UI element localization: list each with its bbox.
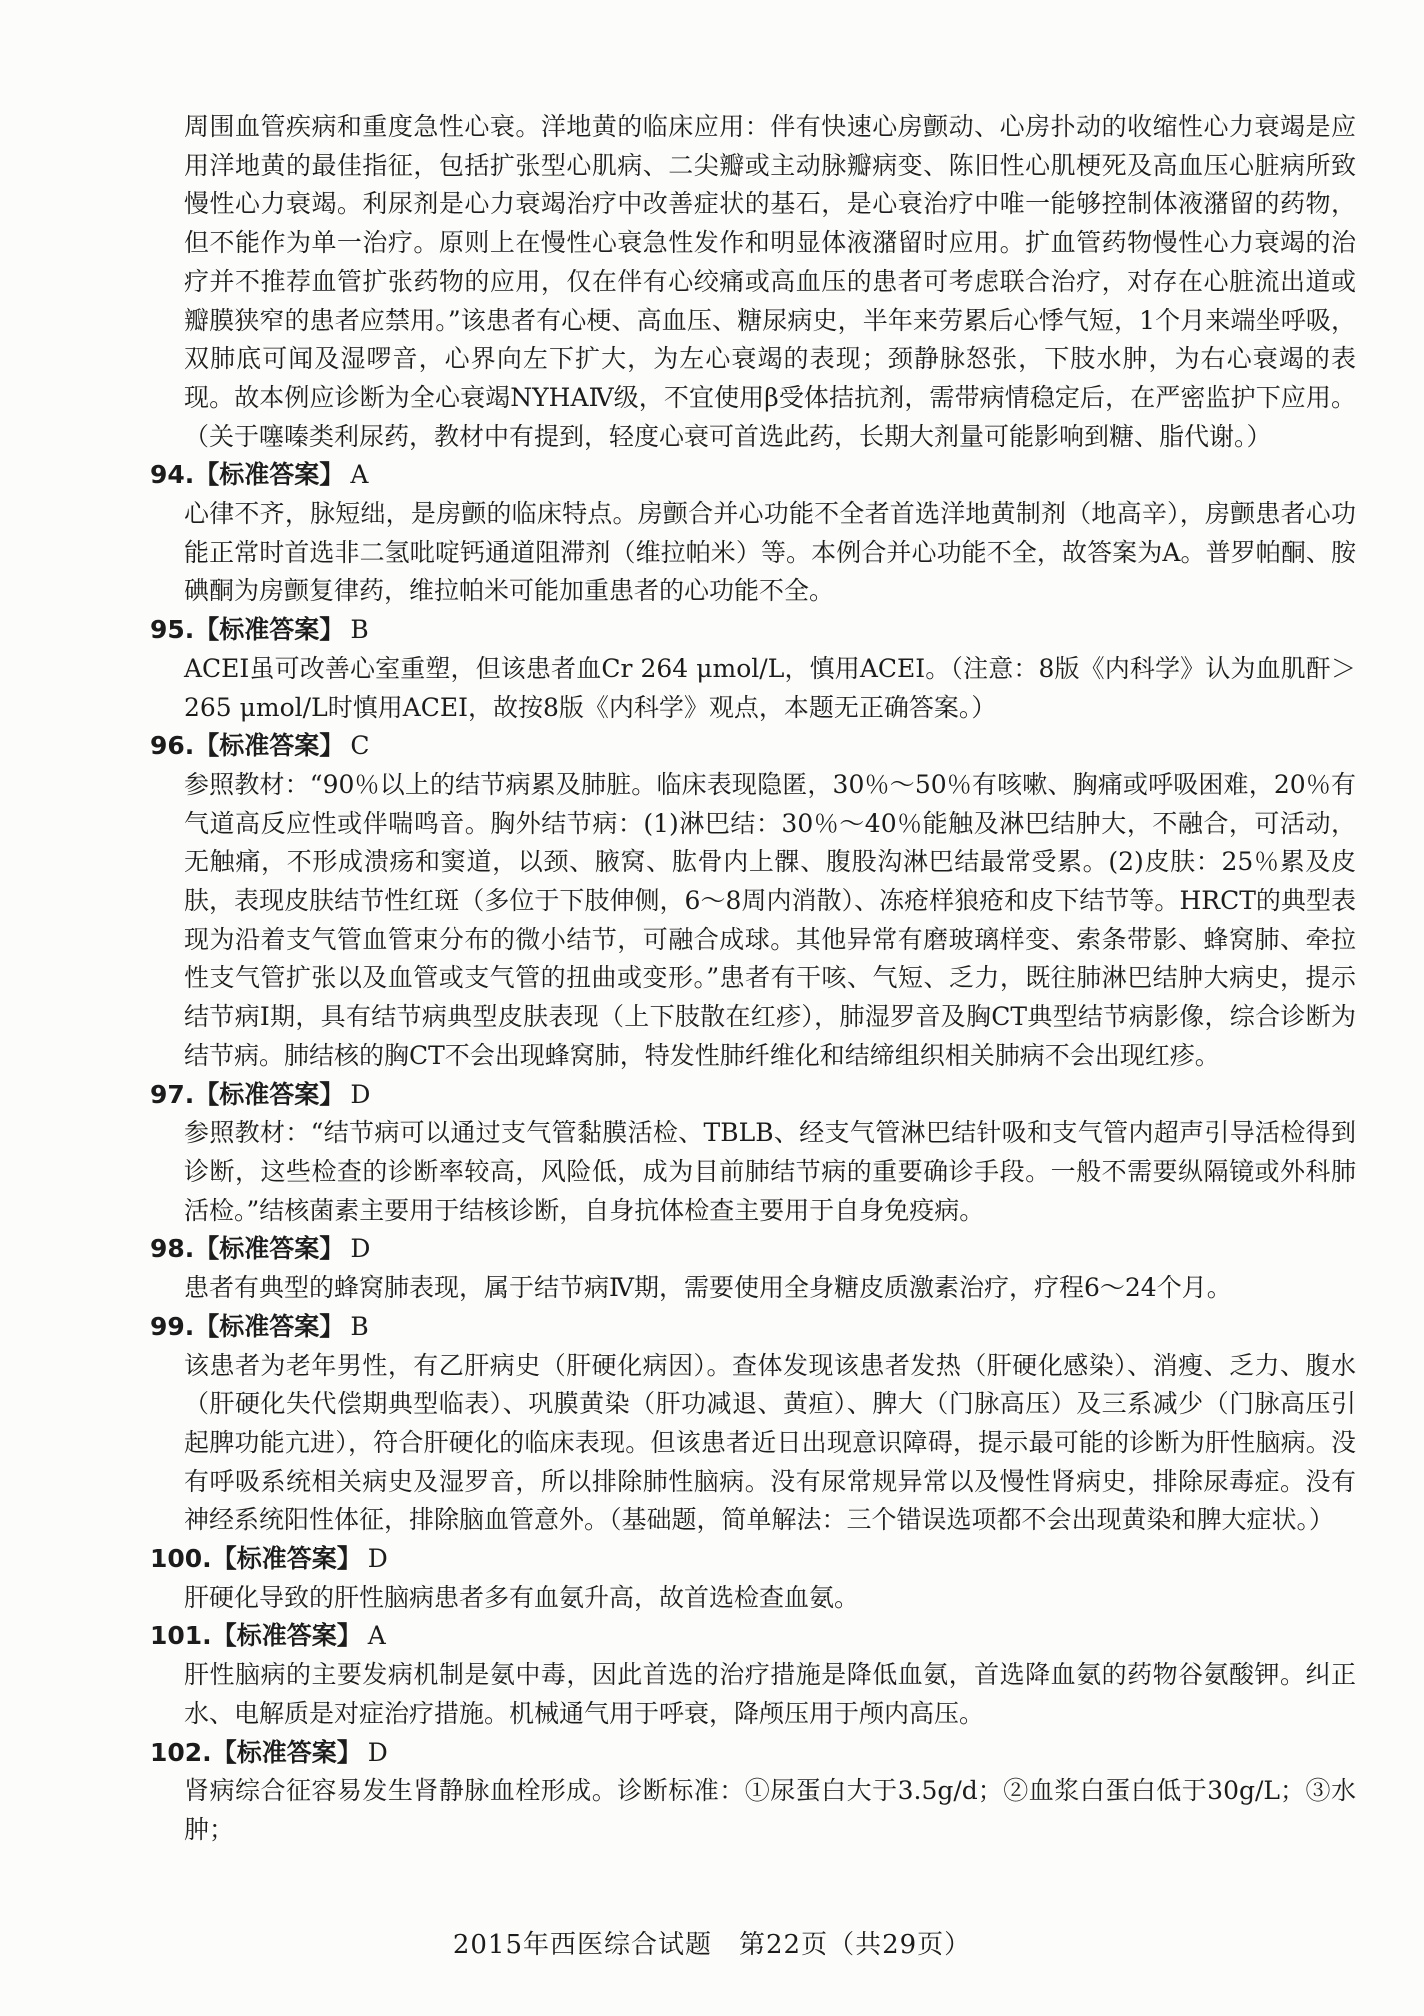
- answer-heading: [150, 1540, 1356, 1579]
- explanation-text: 肝硬化导致的肝性脑病患者多有血氨升高，故首选检查血氨。: [184, 1582, 860, 1612]
- question-number: 94.: [150, 460, 195, 490]
- answer-label: 【标准答案】: [194, 460, 345, 490]
- answer-label: 【标准答案】: [211, 1544, 362, 1574]
- answer-letter: B: [350, 615, 369, 645]
- answer-item-99: [150, 1308, 1356, 1540]
- question-number: 100.: [150, 1544, 212, 1574]
- explanation-text: 肾病综合征容易发生肾静脉血栓形成。诊断标准：①尿蛋白大于3.5g/d；②血浆白蛋白低于30g/L；③水肿；: [184, 1776, 1356, 1844]
- answer-item-94: [150, 456, 1356, 611]
- answer-label: 【标准答案】: [194, 615, 345, 645]
- explanation-text: 参照教材：“结节病可以通过支气管黏膜活检、TBLB、经支气管淋巴结针吸和支气管内超声引导活检得到诊断，这些检查的诊断率较高，风险低，成为目前肺结节病的重要确诊手段。一般不需要纵隔镜或外科肺活检。”结核菌素主要用于结核诊断，自身抗体检查主要用于自身免疫病。: [184, 1118, 1356, 1225]
- answer-letter: D: [367, 1737, 388, 1767]
- question-number: 96.: [150, 731, 195, 761]
- explanation-text: 该患者为老年男性，有乙肝病史（肝硬化病因）。查体发现该患者发热（肝硬化感染）、消瘦、乏力、腹水（肝硬化失代偿期典型临表）、巩膜黄染（肝功减退、黄疸）、脾大（门脉高压）及三系减少（门脉高压引起脾功能亢进），符合肝硬化的临床表现。但该患者近日出现意识障碍，提示最可能的诊断为肝性脑病。没有呼吸系统相关病史及湿罗音，所以排除肺性脑病。没有尿常规异常以及慢性肾病史，排除尿毒症。没有神经系统阳性体征，排除脑血管意外。（基础题，简单解法：三个错误选项都不会出现黄染和脾大症状。）: [184, 1350, 1356, 1535]
- answer-item-97: [150, 1076, 1356, 1231]
- answer-label: 【标准答案】: [211, 1737, 362, 1767]
- question-number: 95.: [150, 615, 195, 645]
- answer-label: 【标准答案】: [194, 1234, 345, 1264]
- question-number: 102.: [150, 1737, 212, 1767]
- explanation-text: 心律不齐，脉短绌，是房颤的临床特点。房颤合并心功能不全者首选洋地黄制剂（地高辛），房颤患者心功能正常时首选非二氢吡啶钙通道阻滞剂（维拉帕米）等。本例合并心功能不全，故答案为A。普罗帕酮、胺碘酮为房颤复律药，维拉帕米可能加重患者的心功能不全。: [184, 499, 1356, 606]
- answer-item-95: [150, 611, 1356, 727]
- answer-label: 【标准答案】: [211, 1621, 362, 1651]
- answer-letter: C: [350, 731, 370, 761]
- answer-item-101: [150, 1617, 1356, 1733]
- answer-item-96: [150, 727, 1356, 1075]
- question-number: 97.: [150, 1079, 195, 1109]
- answer-heading: [150, 611, 1356, 650]
- page-footer: 2015年西医综合试题 第22页（共29页）: [452, 1930, 972, 1960]
- answer-item-100: [150, 1540, 1356, 1617]
- question-number: 98.: [150, 1234, 195, 1264]
- answer-letter: D: [350, 1234, 371, 1264]
- answer-item-98: [150, 1230, 1356, 1307]
- answer-label: 【标准答案】: [194, 731, 345, 761]
- answer-letter: D: [350, 1079, 371, 1109]
- answer-letter: A: [350, 460, 369, 490]
- question-number: 101.: [150, 1621, 212, 1651]
- answer-label: 【标准答案】: [194, 1311, 345, 1341]
- answer-explanations: [150, 108, 1356, 1850]
- answer-label: 【标准答案】: [194, 1079, 345, 1109]
- answer-heading: [150, 1230, 1356, 1269]
- explanation-text: 肝性脑病的主要发病机制是氨中毒，因此首选的治疗措施是降低血氨，首选降血氨的药物谷氨酸钾。纠正水、电解质是对症治疗措施。机械通气用于呼衰，降颅压用于颅内高压。: [184, 1660, 1356, 1728]
- question-number: 99.: [150, 1311, 195, 1341]
- explanation-text: 患者有典型的蜂窝肺表现，属于结节病Ⅳ期，需要使用全身糖皮质激素治疗，疗程6～24个月。: [184, 1273, 1232, 1303]
- answer-heading: [150, 1308, 1356, 1347]
- answer-letter: B: [350, 1311, 369, 1341]
- answer-letter: D: [367, 1544, 388, 1574]
- answer-heading: [150, 456, 1356, 495]
- intro-paragraph: 周围血管疾病和重度急性心衰。洋地黄的临床应用：伴有快速心房颤动、心房扑动的收缩性心力衰竭是应用洋地黄的最佳指征，包括扩张型心肌病、二尖瓣或主动脉瓣病变、陈旧性心肌梗死及高血压心脏病所致慢性心力衰竭。利尿剂是心力衰竭治疗中改善症状的基石，是心衰治疗中唯一能够控制体液潴留的药物，但不能作为单一治疗。原则上在慢性心衰急性发作和明显体液潴留时应用。扩血管药物慢性心力衰竭的治疗并不推荐血管扩张药物的应用，仅在伴有心绞痛或高血压的患者可考虑联合治疗，对存在心脏流出道或瓣膜狭窄的患者应禁用。”该患者有心梗、高血压、糖尿病史，半年来劳累后心悸气短，1个月来端坐呼吸，双肺底可闻及湿啰音，心界向左下扩大，为左心衰竭的表现；颈静脉怒张，下肢水肿，为右心衰竭的表现。故本例应诊断为全心衰竭NYHAⅣ级，不宜使用β受体拮抗剂，需带病情稳定后，在严密监护下应用。（关于噻嗪类利尿药，教材中有提到，轻度心衰可首选此药，长期大剂量可能影响到糖、脂代谢。）: [184, 112, 1356, 451]
- answer-heading: [150, 1734, 1356, 1773]
- answer-heading: [150, 1076, 1356, 1115]
- answer-item-102: [150, 1734, 1356, 1850]
- explanation-text: ACEI虽可改善心室重塑，但该患者血Cr 264 μmol/L，慎用ACEI。（注意：8版《内科学》认为血肌酐＞265 μmol/L时慎用ACEI，故按8版《内科学》观点，本题无正确答案。）: [184, 653, 1356, 722]
- answer-heading: [150, 1617, 1356, 1656]
- answer-letter: A: [367, 1621, 386, 1651]
- explanation-text: 参照教材：“90％以上的结节病累及肺脏。临床表现隐匿，30％～50％有咳嗽、胸痛或呼吸困难，20％有气道高反应性或伴喘鸣音。胸外结节病：(1)淋巴结：30％～40％能触及淋巴结肿大，不融合，可活动，无触痛，不形成溃疡和窦道，以颈、腋窝、肱骨内上髁、腹股沟淋巴结最常受累。(2)皮肤：25％累及皮肤，表现皮肤结节性红斑（多位于下肢伸侧，6～8周内消散）、冻疮样狼疮和皮下结节等。HRCT的典型表现为沿着支气管血管束分布的微小结节，可融合成球。其他异常有磨玻璃样变、索条带影、蜂窝肺、牵拉性支气管扩张以及血管或支气管的扭曲或变形。”患者有干咳、气短、乏力，既往肺淋巴结肿大病史，提示结节病Ⅰ期，具有结节病典型皮肤表现（上下肢散在红疹），肺湿罗音及胸CT典型结节病影像，综合诊断为结节病。肺结核的胸CT不会出现蜂窝肺，特发性肺纤维化和结缔组织相关肺病不会出现红疹。: [184, 769, 1356, 1070]
- answer-heading: [150, 727, 1356, 766]
